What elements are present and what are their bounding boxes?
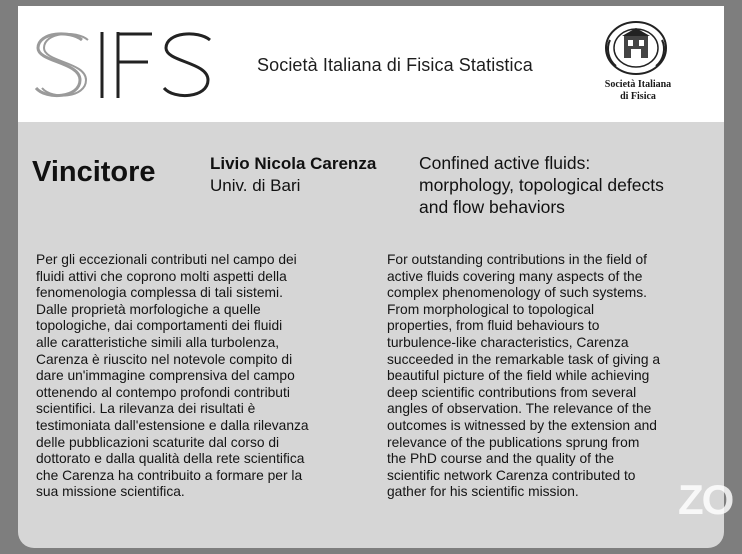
motivation-line: alle caratteristiche simili alla turbolenza, xyxy=(36,334,280,350)
motivation-line: properties, from fluid behaviours to xyxy=(387,318,600,334)
award-slide xyxy=(18,6,733,548)
thesis-title-line: morphology, topological defects xyxy=(419,175,664,195)
motivation-line: dottorato e dalla qualità della rete scientifica xyxy=(36,451,305,467)
motivation-line: beautiful picture of the field while achieving xyxy=(387,368,650,384)
motivation-line: scientific network Carenza contributed to xyxy=(387,467,636,483)
motivation-line: the PhD course and the quality of the xyxy=(387,451,615,467)
motivation-line: Per gli eccezionali contributi nel campo dei xyxy=(36,252,297,267)
motivation-line: For outstanding contributions in the field of xyxy=(387,252,647,267)
zoom-watermark: ZO xyxy=(678,476,733,523)
society-name: Società Italiana di Fisica Statistica xyxy=(257,55,533,75)
motivation-line: From morphological to topological xyxy=(387,301,595,317)
thesis-title xyxy=(419,152,719,218)
motivation-line: gather for his scientific mission. xyxy=(387,484,579,500)
motivation-line: Dalle proprietà morfologiche a quelle xyxy=(36,301,261,317)
motivation-line: che Carenza ha contribuito a formare per la xyxy=(36,467,303,483)
motivation-line: active fluids covering many aspects of the xyxy=(387,268,643,284)
sif-seal-line: di Fisica xyxy=(620,91,656,102)
thesis-title-line: Confined active fluids: xyxy=(419,153,591,173)
motivation-line: sua missione scientifica. xyxy=(36,484,185,500)
motivation-line: topologiche, dai comportamenti dei fluidi xyxy=(36,318,283,334)
winner-affiliation: Univ. di Bari xyxy=(210,176,301,195)
motivation-line: angles of observation. The relevance of the xyxy=(387,401,652,417)
motivation-line: fenomenologia complessa di tali sistemi. xyxy=(36,285,283,301)
sif-seal-line: Società Italiana xyxy=(604,79,672,90)
motivation-line: complex phenomenology of such systems. xyxy=(387,285,647,301)
sif-seal-caption xyxy=(578,79,698,103)
motivation-line: succeeded in the remarkable task of giving a xyxy=(387,351,661,367)
motivation-line: scientifici. La rilevanza dei risultati è xyxy=(36,401,256,417)
sifs-logo xyxy=(30,28,220,104)
winner-name: Livio Nicola Carenza xyxy=(210,154,377,173)
motivation-line: ottenendo al contempo profondi contributi xyxy=(36,384,290,400)
motivation-english xyxy=(387,252,660,501)
motivation-line: Carenza è riuscito nel notevole compito di xyxy=(36,351,293,367)
motivation-line: relevance of the publications sprung from xyxy=(387,434,640,450)
motivation-line: deep scientific contributions from several xyxy=(387,384,637,400)
motivation-line: delle pubblicazioni scaturite dal corso di xyxy=(36,434,280,450)
motivation-line: outcomes is witnessed by the extension and xyxy=(387,417,657,433)
thesis-title-line: and flow behaviors xyxy=(419,197,565,217)
slide-header xyxy=(18,6,724,122)
award-title: Vincitore xyxy=(32,156,156,188)
motivation-line: dare un'immagine comprensiva del campo xyxy=(36,368,295,384)
motivation-line: fluidi attivi che coprono molti aspetti della xyxy=(36,268,287,284)
sif-seal-icon xyxy=(604,20,668,78)
motivation-italian xyxy=(36,252,309,501)
motivation-line: testimoniata dall'estensione e dalla rilevanza xyxy=(36,417,309,433)
motivation-line: turbulence-like characteristics, Carenza xyxy=(387,334,629,350)
